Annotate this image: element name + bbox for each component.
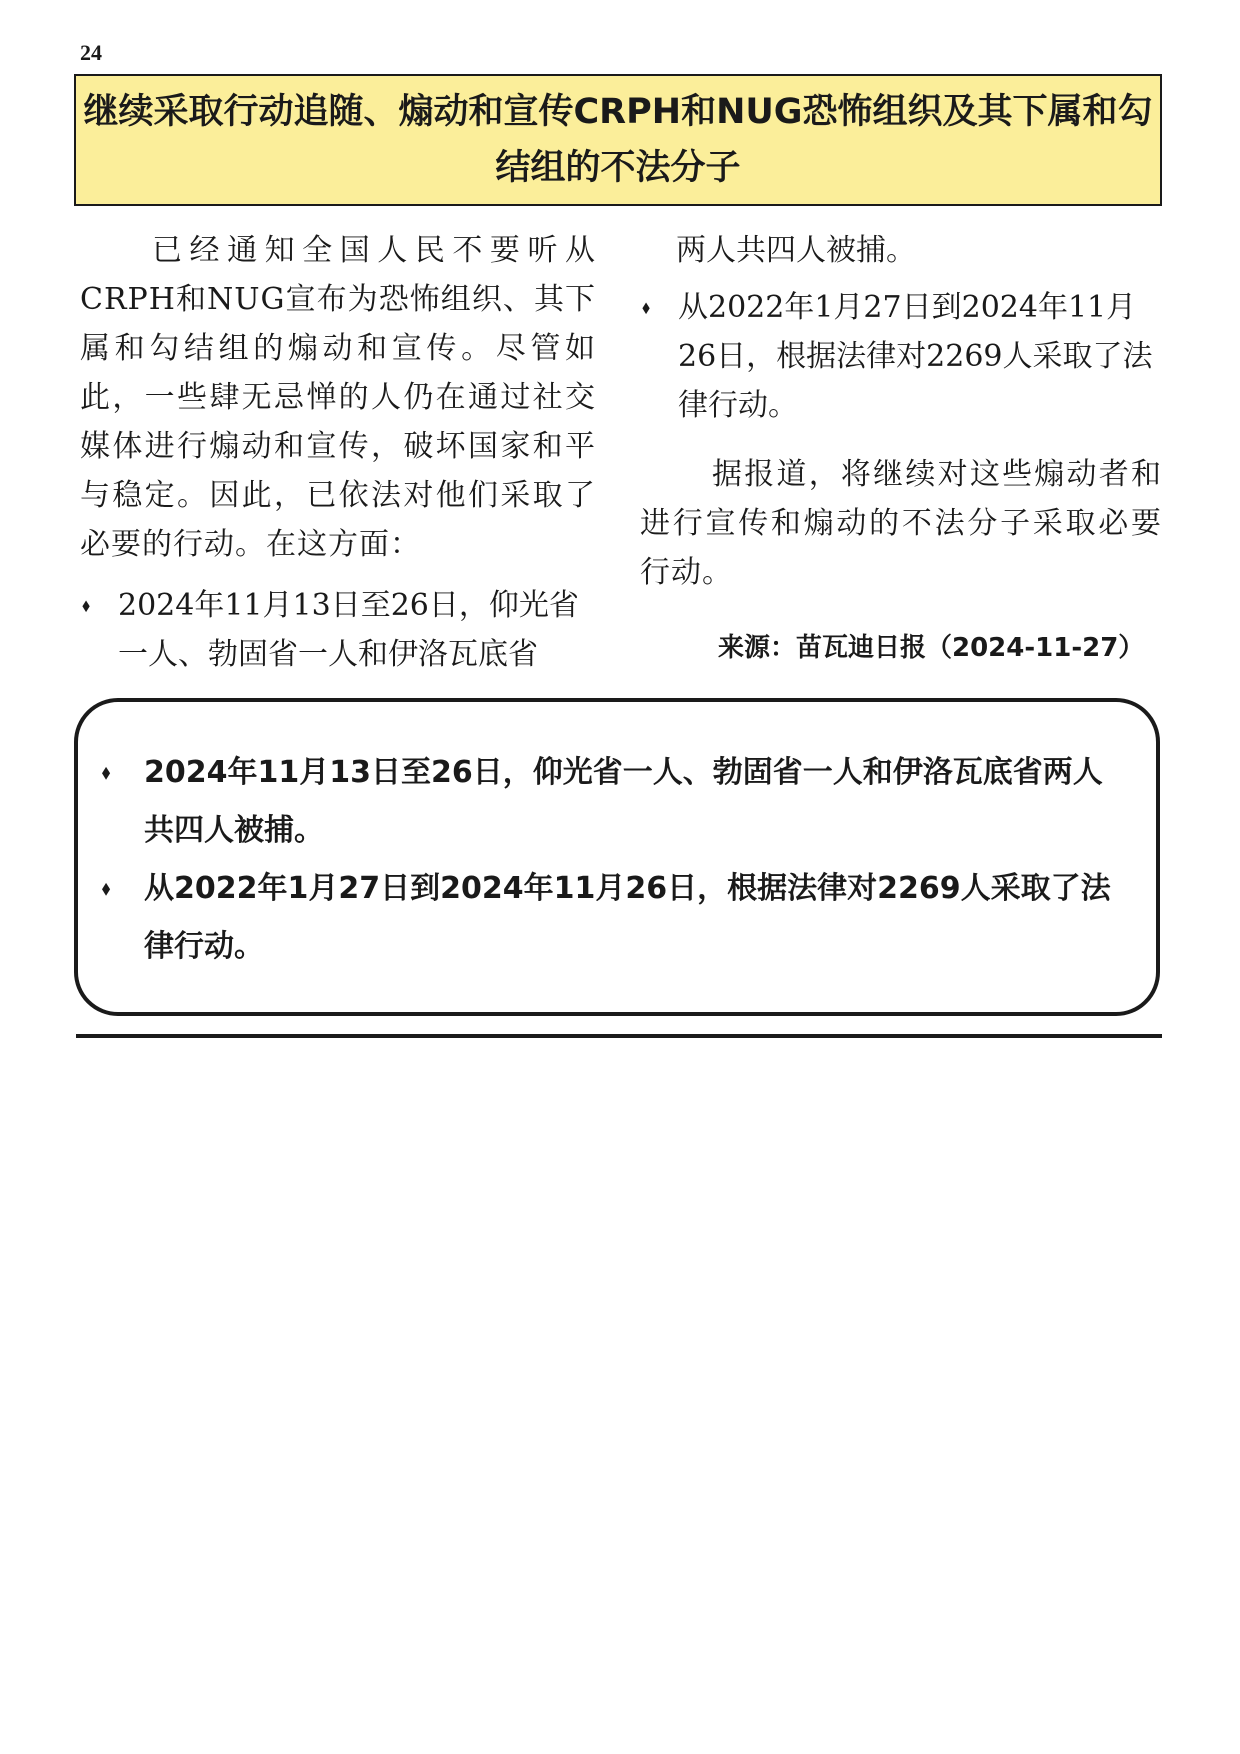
article-title-line-2: 结组的不法分子: [495, 148, 741, 188]
article-title-line-1: 继续采取行动追随、煽动和宣传CRPH和NUG恐怖组织及其下属和勾: [83, 92, 1153, 132]
left-column: [80, 226, 596, 679]
summary-box: [74, 698, 1160, 1016]
bullet-icon: ⬧: [642, 297, 651, 318]
summary-item: [102, 744, 1126, 860]
bullet-icon: ⬧: [102, 762, 111, 783]
right-column: [640, 226, 1162, 597]
summary-item: [102, 860, 1126, 976]
summary-text: 2024年11月13日至26日，仰光省一人、勃固省一人和伊洛瓦底省两人共四人被捕。: [144, 755, 1103, 848]
bullet-text: 从2022年1月27日到2024年11月26日，根据法律对2269人采取了法律行动。: [678, 290, 1153, 423]
article-title-box: [74, 74, 1162, 206]
bullet-text: 2024年11月13日至26日，仰光省一人、勃固省一人和伊洛瓦底省: [118, 588, 579, 672]
summary-text: 从2022年1月27日到2024年11月26日，根据法律对2269人采取了法律行动。: [144, 871, 1111, 964]
page-number: 24: [80, 40, 102, 65]
source-citation: 来源：苗瓦迪日报（2024-11-27）: [718, 633, 1145, 663]
list-item: [80, 581, 596, 679]
bullet-continuation: 两人共四人被捕。: [676, 233, 916, 268]
divider: [76, 1034, 1162, 1038]
list-item: [640, 283, 1162, 430]
bullet-icon: ⬧: [82, 595, 91, 616]
bullet-icon: ⬧: [102, 878, 111, 899]
intro-paragraph: 已经通知全国人民不要听从CRPH和NUG宣布为恐怖组织、其下属和勾结组的煽动和宣传。尽管如此，一些肆无忌惮的人仍在通过社交媒体进行煽动和宣传，破坏国家和平与稳定。因此，已依法对他们采取了必要的行动。在这方面：: [80, 233, 596, 562]
closing-paragraph: 据报道，将继续对这些煽动者和进行宣传和煽动的不法分子采取必要行动。: [640, 457, 1162, 590]
